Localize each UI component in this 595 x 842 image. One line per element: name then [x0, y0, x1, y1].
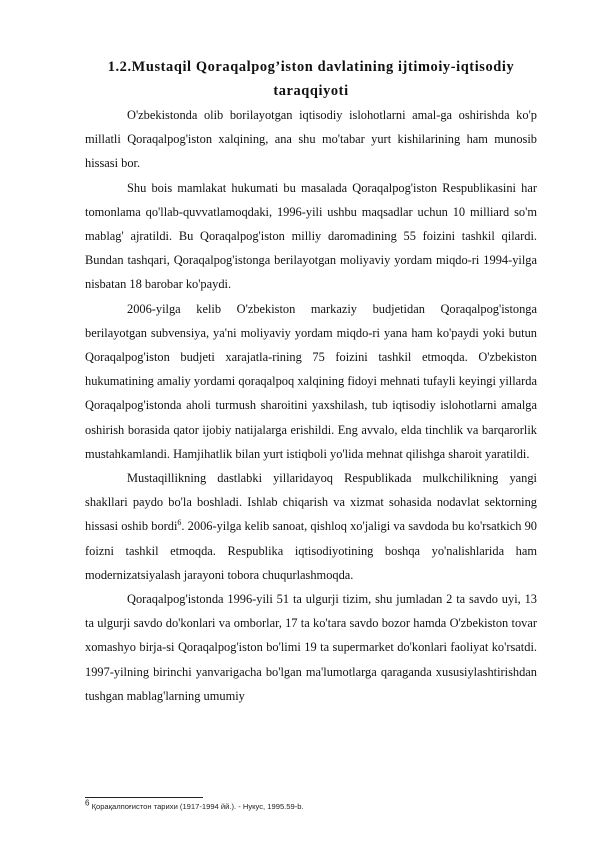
paragraph-2: Shu bois mamlakat hukumati bu masalada Qoraqalpog'iston Respublikasini har tomonlama qo'llab-quvvatlamoqdaki, 1996-yili ushbu maqsadlar uchun 10 milliard so'm mablag' ajratildi. Bu Qoraqalpog'iston milliy daromadining 55 foizini tashkil qilardi. Bundan tashqari, Qoraqalpog'istonga berilayotgan moliyaviy yordam miqdo-ri 1994-yilga nisbatan 18 barobar ko'paydi. [85, 180, 537, 292]
footnote [85, 798, 304, 811]
paragraph-1: O'zbekistonda olib borilayotgan iqtisodiy islohotlarni amal-ga oshirishda ko'p millatli Qoraqalpog'iston xalqining, ana shu mo'tabar yurt kishilarining ham munosib hissasi bor. [85, 108, 537, 171]
footnote-reference[interactable]: 6 [177, 518, 182, 528]
section-heading-line-2: taraqqiyoti [273, 83, 349, 99]
section-heading [85, 55, 537, 103]
paragraph-5: Qoraqalpog'istonda 1996-yili 51 ta ulgurji tizim, shu jumladan 2 ta savdo uyi, 13 ta ulgurji savdo do'konlari va omborlar, 17 ta ko'tara savdo bozor hamda O'zbekiston tovar xomashyo birja-si Qoraqalpog'iston bo'limi 19 ta supermarket do'konlari faoliyat ko'rsatdi. 1997-yilning birinchi yanvarigacha bo'lgan ma'lumotlarga qaraganda xususiylashtirishdan tushgan mablag'larning umumiy [85, 592, 537, 703]
paragraph-4 [85, 466, 537, 587]
paragraph-3: 2006-yilga kelib O'zbekiston markaziy budjetidan Qoraqalpog'istonga berilayotgan subvensiya, ya'ni moliyaviy yordam miqdo-ri yana ham ko'paydi yoki butun Qoraqalpog'iston budjeti xarajatla-rining 75 foizini tashkil etmoqda. O'zbekiston hukumatining amaliy yordami qoraqalpoq xalqining fidoyi mehnati tufayli keyingi yillarda Qoraqalpog'istonda aholi turmush sharoitini yaxshilash, tub iqtisodiy islohotlarni amalga oshirish borasida qator ijobiy natijalarga erishildi. Eng avvalo, elda tinchlik va barqarorlik mustahkamlandi. Hamjihatlik bilan yurt istiqboli yo'lida mehnat qilishga sharoit yaratildi. [85, 301, 537, 461]
footnote-text: Қорақалпоғистон тарихи (1917-1994 йй.). - Нукус, 1995.59-b. [89, 802, 304, 811]
footnote-divider [85, 797, 203, 798]
footnote-marker: 6 [85, 798, 90, 808]
section-heading-line-1: 1.2.Mustaqil Qoraqalpog’iston davlatining ijtimoiy-iqtisodiy [107, 59, 515, 75]
paragraph-4-text-after: . 2006-yilga kelib sanoat, qishloq xo'jaligi va savdoda bu ko'rsatkich 90 foizni tashkil etmoqda. Respublika iqtisodiyotining boshqa yo'nalishlarida ham modernizatsiyalash jarayoni tobora chuqurlashmoqda. [85, 519, 537, 582]
paragraph-4-text-before: Mustaqillikning dastlabki yillaridayoq Respublikada mulkchilikning yangi shakllari paydo bo'la boshladi. Ishlab chiqarish va xizmat sohasida nodavlat sektorning hissasi oshib bordi [85, 471, 537, 534]
body-text [85, 103, 537, 708]
